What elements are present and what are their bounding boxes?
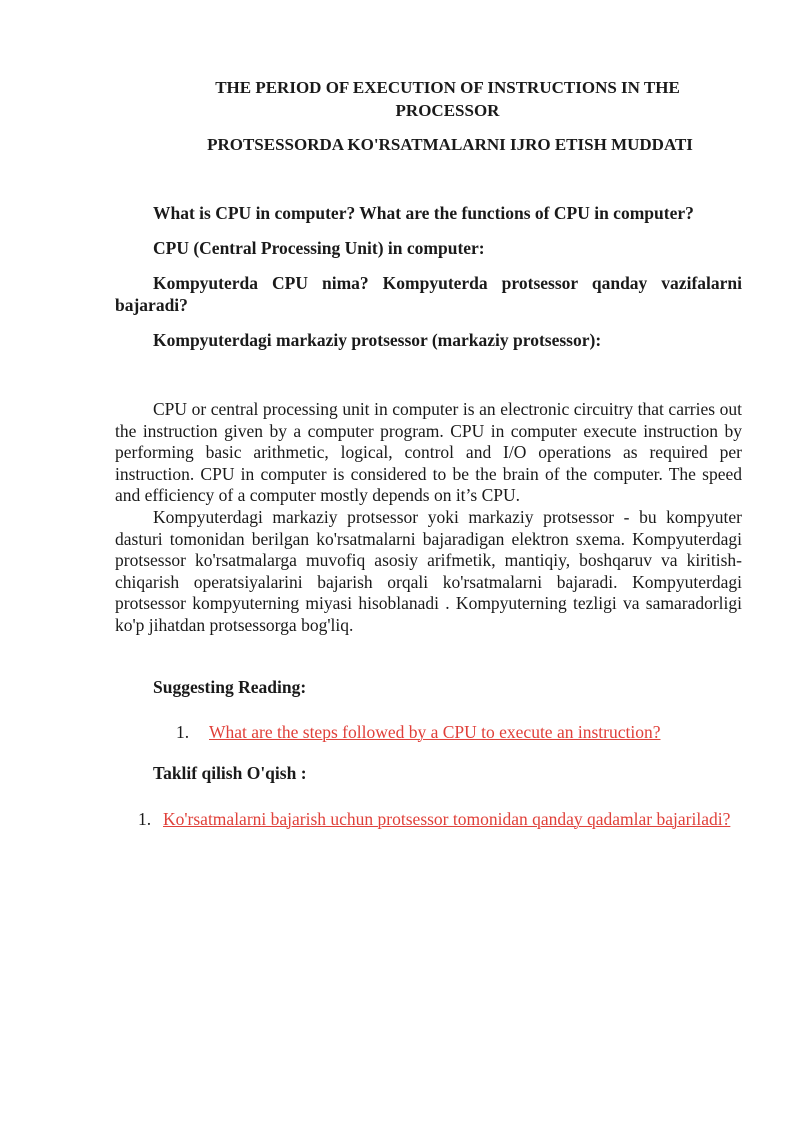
taklif-heading: Taklif qilish O'qish :	[153, 763, 307, 783]
cpu-heading-en: CPU (Central Processing Unit) in computer:	[153, 238, 485, 258]
document-subtitle: PROTSESSORDA KO'RSATMALARNI IJRO ETISH MUDDATI	[207, 135, 693, 154]
list-item	[138, 809, 742, 831]
list-item	[176, 722, 742, 744]
list-item-number: 1.	[176, 722, 190, 742]
question-heading-uz: Kompyuterda CPU nima? Kompyuterda protsessor qanday vazifalarni bajaradi?	[115, 273, 742, 315]
body-paragraph-uz: Kompyuterdagi markaziy protsessor yoki markaziy protsessor - bu kompyuter dasturi tomonidan berilgan ko'rsatmalarni bajaradigan elektron sxema. Kompyuterdagi protsessor ko'rsatmalarga muvofiq asosiy arifmetik, mantiqiy, boshqaruv va kiritish-chiqarish operatsiyalarini bajarish orqali ko'rsatmalarni bajaradi. Kompyuterdagi protsessor kompyuterning miyasi hisoblanadi . Kompyuterning tezligi va samaradorligi ko'p jihatdan protsessorga bog'liq.	[115, 507, 742, 635]
body-paragraph-en: CPU or central processing unit in computer is an electronic circuitry that carries out the instruction given by a computer program. CPU in computer execute instruction by performing basic arithmetic, logical, control and I/O operations as required per instruction. CPU in computer is considered to be the brain of the computer. The speed and efficiency of a computer mostly depends on it’s CPU.	[115, 399, 742, 506]
cpu-heading-uz: Kompyuterdagi markaziy protsessor (markaziy protsessor):	[153, 330, 602, 350]
question-heading-en: What is CPU in computer? What are the functions of CPU in computer?	[153, 203, 694, 223]
suggested-reading-link[interactable]: What are the steps followed by a CPU to execute an instruction?	[209, 722, 661, 742]
suggested-reading-heading: Suggesting Reading:	[153, 677, 307, 697]
document-title: THE PERIOD OF EXECUTION OF INSTRUCTIONS IN THE PROCESSOR	[215, 78, 680, 120]
taklif-link[interactable]: Ko'rsatmalarni bajarish uchun protsessor tomonidan qanday qadamlar bajariladi?	[163, 809, 731, 829]
list-item-number: 1.	[138, 809, 152, 829]
taklif-list	[138, 809, 742, 831]
suggested-reading-list	[176, 722, 742, 744]
